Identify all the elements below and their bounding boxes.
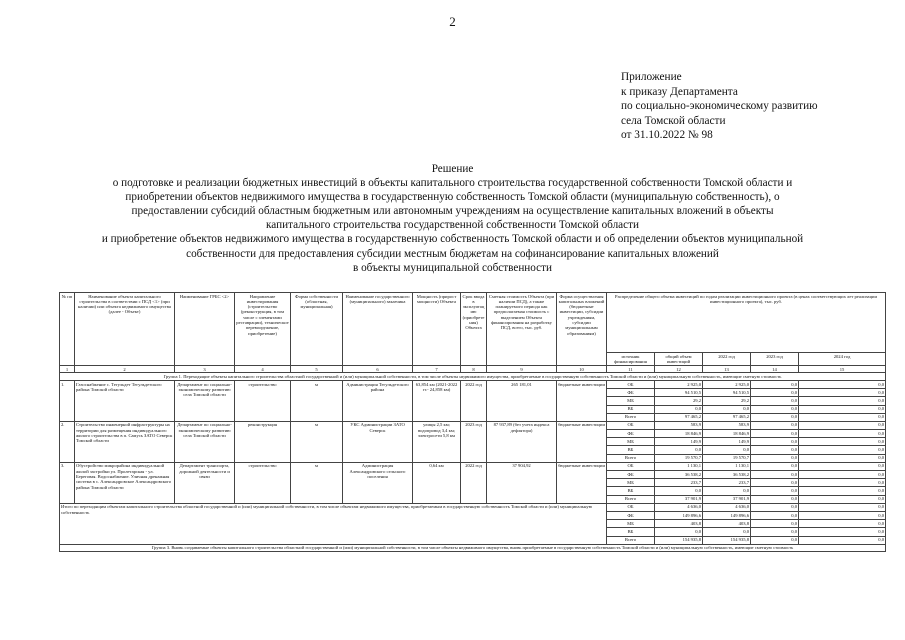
cell-source: ВБ	[607, 528, 655, 536]
cell-value: 0,0	[751, 430, 799, 438]
cell-value: 36 538,2	[703, 471, 751, 479]
appendix-line: от 31.10.2022 № 98	[621, 129, 713, 142]
cell-direction: реконструкция	[235, 421, 291, 462]
cell-value: 0,0	[751, 446, 799, 454]
table-row	[60, 380, 886, 388]
cell-source: ФБ	[607, 430, 655, 438]
cell-value: 154 935,8	[655, 536, 703, 544]
decision-line: приобретении объектов недвижимого имущества в государственную собственность Томской области (муниципальную собственность), о	[125, 191, 780, 204]
cell-value: 0,0	[799, 462, 886, 470]
cell-value: 0,0	[751, 536, 799, 544]
page-number: 2	[449, 14, 456, 29]
column-number: 15	[799, 365, 886, 372]
cell-value: 0,0	[799, 471, 886, 479]
cell-grbs: Департамент по социально-экономическому развитию села Томской области	[175, 380, 235, 421]
cell-value: 94 510,5	[703, 389, 751, 397]
cell-value: 0,0	[751, 479, 799, 487]
subheader-cell: 2024 год	[799, 353, 886, 366]
column-number: 2	[75, 365, 175, 372]
cell-ownership: м	[291, 380, 343, 421]
cell-value: 0,0	[799, 413, 886, 421]
cell-value: 94 510,5	[655, 389, 703, 397]
column-number: 6	[343, 365, 413, 372]
cell-value: 19 570,7	[655, 454, 703, 462]
cell-value: 233,7	[703, 479, 751, 487]
cell-direction: строительство	[235, 380, 291, 421]
cell-value: 403,8	[655, 520, 703, 528]
header-cell: Направление инвестирования (строительство (реконструкция, в том числе с элементами реставрации), техническое перевооружение, приобретение)	[235, 293, 291, 366]
cell-value: 0,0	[751, 389, 799, 397]
cell-customer: УКС Администрации ЗАТО Северск	[343, 421, 413, 462]
cell-value: 0,0	[703, 405, 751, 413]
header-cell: Срок ввода в эксплуатацию (приобретения) Объекта	[461, 293, 487, 366]
column-number-row	[60, 365, 886, 372]
cell-value: 0,0	[751, 495, 799, 503]
decision-line: и приобретение объектов недвижимого имущества в государственную собственность Томской области и об определении объектов муниципальной	[101, 233, 804, 246]
column-number: 8	[461, 365, 487, 372]
cell-source: МБ	[607, 438, 655, 446]
cell-value: 37 901,9	[703, 495, 751, 503]
cell-no: 3.	[60, 462, 75, 503]
cell-capacity: улицы 2,5 км; водопровод 3,4 км; электросети 5,8 км	[413, 421, 461, 462]
cell-cost: 87 937,89 (без учета индекса дефлятора)	[487, 421, 557, 462]
cell-value: 0,0	[655, 487, 703, 495]
cell-term: 2023 год	[461, 421, 487, 462]
cell-source: МБ	[607, 397, 655, 405]
appendix-header	[621, 70, 818, 143]
subheader-cell: источник финансирования	[607, 353, 655, 366]
cell-value: 0,0	[751, 471, 799, 479]
subheader-cell: общий объем инвестиций	[655, 353, 703, 366]
column-number: 12	[655, 365, 703, 372]
table-row	[60, 462, 886, 470]
cell-value: 0,0	[751, 438, 799, 446]
cell-source: МБ	[607, 479, 655, 487]
cell-value: 403,8	[703, 520, 751, 528]
cell-customer: Администрация Тегульдетского района	[343, 380, 413, 421]
cell-value: 0,0	[799, 528, 886, 536]
column-number: 1	[60, 365, 75, 372]
cell-source: Всего	[607, 413, 655, 421]
appendix-line: села Томской области	[621, 114, 726, 127]
header-cell: Наименование государственного (муниципального) заказчика	[343, 293, 413, 366]
cell-value: 36 538,2	[655, 471, 703, 479]
cell-source: МБ	[607, 520, 655, 528]
cell-value: 0,0	[703, 528, 751, 536]
cell-value: 583,9	[703, 421, 751, 429]
cell-value: 0,0	[655, 528, 703, 536]
column-number: 10	[557, 365, 607, 372]
cell-form: бюджетные инвестиции	[557, 421, 607, 462]
cell-value: 0,0	[799, 536, 886, 544]
cell-value: 0,0	[751, 528, 799, 536]
cell-source: Всего	[607, 536, 655, 544]
cell-value: 29,2	[655, 397, 703, 405]
cell-value: 149 896,6	[703, 511, 751, 519]
cell-source: ВБ	[607, 487, 655, 495]
cell-value: 97 465,2	[703, 413, 751, 421]
cell-value: 18 846,9	[655, 430, 703, 438]
appendix-line: к приказу Департамента	[621, 85, 738, 98]
cell-source: Всего	[607, 454, 655, 462]
cell-value: 0,0	[751, 520, 799, 528]
cell-value: 0,0	[751, 454, 799, 462]
cell-value: 0,0	[751, 405, 799, 413]
cell-value: 0,0	[799, 430, 886, 438]
cell-source: ВБ	[607, 405, 655, 413]
cell-value: 233,7	[655, 479, 703, 487]
cell-value: 0,0	[799, 487, 886, 495]
group-title: Группа 3. Вновь создаваемые объекты капитального строительства областной государственной и (или) муниципальной собственности, в том числе объекты недвижимого имущества, вновь приобретаемые в государственную собственность Томской области и (или) муниципальную собственность, имеющие сметную стоимость	[60, 544, 886, 551]
cell-value: 0,0	[799, 454, 886, 462]
subheader-cell: 2022 год	[703, 353, 751, 366]
decision-heading: Решение	[431, 163, 474, 175]
cell-value: 29,2	[703, 397, 751, 405]
cell-value: 0,0	[751, 397, 799, 405]
cell-source: ФБ	[607, 511, 655, 519]
cell-source: ФБ	[607, 389, 655, 397]
cell-source: ФБ	[607, 471, 655, 479]
cell-ownership: м	[291, 462, 343, 503]
column-number: 3	[175, 365, 235, 372]
cell-value: 2 925,0	[655, 380, 703, 388]
cell-value: 97 465,2	[655, 413, 703, 421]
cell-value: 0,0	[799, 446, 886, 454]
cell-value: 0,0	[799, 479, 886, 487]
cell-source: ОБ	[607, 462, 655, 470]
cell-value: 0,0	[751, 413, 799, 421]
cell-object-name: Строительство инженерной инфраструктуры на территории для размещения индивидуального жилого строительства в п. Самусь ЗАТО Северск Томской области	[75, 421, 175, 462]
decision-line: о подготовке и реализации бюджетных инвестиций в объекты капитального строительства государственной собственности Томской области и	[112, 177, 793, 190]
cell-form: бюджетные инвестиции	[557, 462, 607, 503]
column-number: 11	[607, 365, 655, 372]
cell-value: 154 935,8	[703, 536, 751, 544]
cell-no: 1.	[60, 380, 75, 421]
cell-object-name: Обустройство микрорайона индивидуальной жилой застройки ул. Пролетарская - ул. Береговая. Водоснабжение. Уличная дренажная система в с. Александровское Александровского района Томской области	[75, 462, 175, 503]
header-cell: Распределение общего объема инвестиций по годам реализации инвестиционного проекта (в ценах соответствующих лет реализации инвестиционного проекта), тыс. руб.	[607, 293, 886, 353]
table-row	[60, 421, 886, 429]
cell-source: ОБ	[607, 380, 655, 388]
cell-value: 0,0	[799, 495, 886, 503]
cell-value: 0,0	[799, 380, 886, 388]
cell-source: ОБ	[607, 421, 655, 429]
cell-value: 2 925,0	[703, 380, 751, 388]
cell-value: 19 570,7	[703, 454, 751, 462]
appendix-line: Приложение	[621, 71, 682, 83]
decision-line: собственности для предоставления субсидии местным бюджетам на софинансирование капитальных вложений	[186, 247, 719, 260]
cell-cost: 37 904,92	[487, 462, 557, 503]
column-number: 7	[413, 365, 461, 372]
group-title: Группа 1. Переходящие объекты капитального строительства областной государственной и (или) муниципальной собственности, в том числе объекты недвижимого имущества, приобретаемые в государственную собственность Томской области и (или) муниципальную собственность, имеющие сметную стоимость	[60, 373, 886, 380]
group-row	[60, 373, 886, 380]
appendix-line: по социально-экономическому развитию	[621, 100, 818, 113]
header-cell: Наименование ГРБС <2>	[175, 293, 235, 366]
group-row	[60, 544, 886, 551]
cell-capacity: 0,64 км	[413, 462, 461, 503]
cell-grbs: Департамент транспорта, дорожной деятельности и связи	[175, 462, 235, 503]
decision-line: предоставлении субсидий областным бюджетным или автономным учреждениям на осуществление капитальных вложений в объекты	[131, 205, 774, 218]
total-label: Итого по переходящим объектам капитального строительства областной государственной и (или) муниципальной собственности, в том числе объектам недвижимого имущества, приобретаемым в государственную собственность Томской области и (или) муниципальную собственность	[60, 503, 607, 544]
cell-ownership: м	[291, 421, 343, 462]
subheader-cell: 2023 год	[751, 353, 799, 366]
column-number: 5	[291, 365, 343, 372]
cell-value: 0,0	[799, 405, 886, 413]
cell-source: ОБ	[607, 503, 655, 511]
cell-direction: строительство	[235, 462, 291, 503]
table-header-row	[60, 293, 886, 353]
header-cell: Наименование объекта капитального строительства в соответствии с ПСД <1> (при наличии) или объекта недвижимого имущества (далее - Объект)	[75, 293, 175, 366]
cell-value: 4 636,0	[703, 503, 751, 511]
column-number: 13	[703, 365, 751, 372]
header-cell: № пп	[60, 293, 75, 366]
cell-value: 0,0	[703, 446, 751, 454]
header-cell: Форма собственности (областная, муниципальная)	[291, 293, 343, 366]
cell-value: 0,0	[751, 462, 799, 470]
cell-object-name: Газоснабжение с. Тегульдет Тегульдетского района Томской области	[75, 380, 175, 421]
header-cell: Мощность (прирост мощности) Объекта	[413, 293, 461, 366]
column-number: 9	[487, 365, 557, 372]
cell-grbs: Департамент по социально-экономическому развитию села Томской области	[175, 421, 235, 462]
total-row	[60, 503, 886, 511]
cell-term: 2022 год	[461, 462, 487, 503]
header-cell: Форма осуществления капитальных вложений (бюджетные инвестиции, субсидии учреждениям, субсидии муниципальным образованиям)	[557, 293, 607, 366]
cell-value: 0,0	[751, 487, 799, 495]
cell-value: 0,0	[751, 503, 799, 511]
cell-cost: 265 181,01	[487, 380, 557, 421]
cell-value: 0,0	[751, 511, 799, 519]
decision-line: капитального строительства государственной собственности Томской области	[266, 219, 639, 232]
cell-value: 18 846,9	[703, 430, 751, 438]
cell-value: 0,0	[751, 421, 799, 429]
cell-capacity: 63,854 км (2021-2022 гг.- 24,858 км)	[413, 380, 461, 421]
cell-value: 1 130,1	[703, 462, 751, 470]
cell-value: 0,0	[703, 487, 751, 495]
cell-value: 0,0	[655, 405, 703, 413]
cell-value: 0,0	[799, 389, 886, 397]
investment-table	[59, 292, 886, 552]
column-number: 4	[235, 365, 291, 372]
cell-source: Всего	[607, 495, 655, 503]
cell-customer: Администрация Александровского сельского поселения	[343, 462, 413, 503]
cell-value: 583,9	[655, 421, 703, 429]
cell-value: 0,0	[799, 503, 886, 511]
column-number: 14	[751, 365, 799, 372]
cell-term: 2022 год	[461, 380, 487, 421]
cell-value: 0,0	[799, 397, 886, 405]
cell-value: 149,9	[703, 438, 751, 446]
cell-value: 1 130,1	[655, 462, 703, 470]
cell-value: 4 636,0	[655, 503, 703, 511]
cell-value: 0,0	[799, 520, 886, 528]
decision-title	[20, 162, 885, 275]
cell-value: 0,0	[799, 438, 886, 446]
cell-no: 2.	[60, 421, 75, 462]
header-cell: Сметная стоимость Объекта (при наличии ПСД), а также планируемого периода как предполагаемая стоимость с выделением Объекта финансирования на разработку ПСД, всего, тыс. руб.	[487, 293, 557, 366]
cell-value: 0,0	[799, 421, 886, 429]
cell-value: 149,9	[655, 438, 703, 446]
cell-value: 37 901,9	[655, 495, 703, 503]
cell-value: 0,0	[751, 380, 799, 388]
cell-source: ВБ	[607, 446, 655, 454]
decision-line: в объекты муниципальной собственности	[352, 261, 553, 274]
cell-value: 149 896,6	[655, 511, 703, 519]
cell-form: бюджетные инвестиции	[557, 380, 607, 421]
cell-value: 0,0	[799, 511, 886, 519]
cell-value: 0,0	[655, 446, 703, 454]
